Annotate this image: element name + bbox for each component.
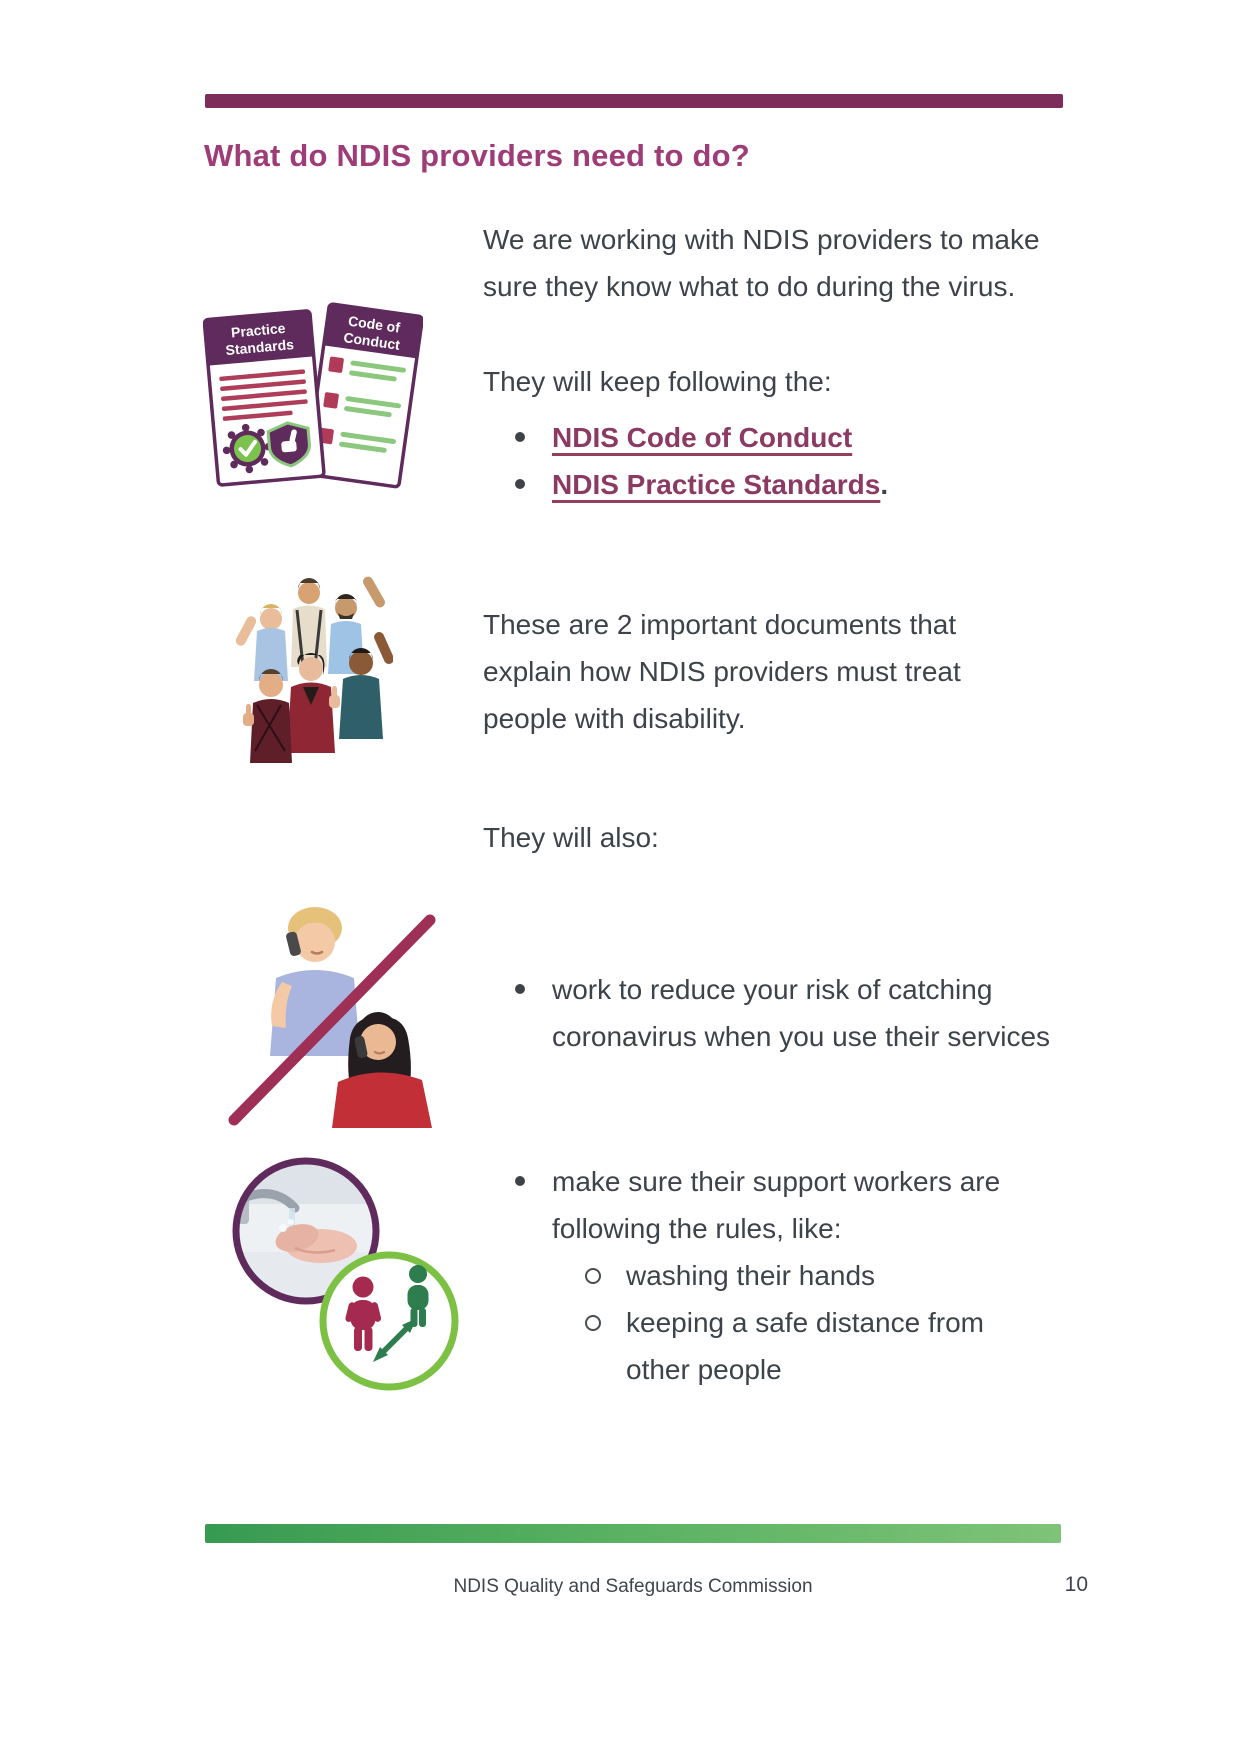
sub-bullet-washing-hands xyxy=(585,1252,1115,1299)
sub-bullet-circle xyxy=(585,1268,601,1284)
practice-standards-link[interactable]: NDIS Practice Standards xyxy=(552,469,881,500)
bullet-dot xyxy=(515,1176,525,1186)
sub-bullet-safe-distance xyxy=(585,1299,1115,1393)
bottom-divider-bar xyxy=(205,1524,1061,1543)
text-line: following the rules, like: xyxy=(552,1213,842,1244)
page-number: 10 xyxy=(1064,1573,1088,1596)
keep-following-text: They will keep following the: xyxy=(483,366,832,397)
code-of-conduct-link[interactable]: NDIS Code of Conduct xyxy=(552,422,853,453)
text-line: We are working with NDIS providers to make xyxy=(483,224,1040,255)
top-divider-bar xyxy=(205,94,1063,108)
svg-text:Conduct: Conduct xyxy=(342,329,401,353)
code-of-conduct-label: Code of xyxy=(347,312,402,336)
svg-text:Standards: Standards xyxy=(224,336,295,359)
safe-distance-icon xyxy=(323,1255,455,1387)
text-line: make sure their support workers are xyxy=(552,1166,1001,1197)
page-title: What do NDIS providers need to do? xyxy=(204,138,750,173)
link-suffix: . xyxy=(880,469,889,500)
text-line: keeping a safe distance from xyxy=(626,1307,984,1338)
text-line: work to reduce your risk of catching xyxy=(552,974,993,1005)
bullet-dot xyxy=(515,479,525,489)
bullet-dot xyxy=(515,984,525,994)
text-line: sure they know what to do during the virus. xyxy=(483,271,1016,302)
list-item xyxy=(515,414,888,461)
sub-bullet-circle xyxy=(585,1315,601,1331)
text-line: explain how NDIS providers must treat xyxy=(483,656,961,687)
bullet-support-workers xyxy=(515,1158,1115,1393)
text-line: These are 2 important documents that xyxy=(483,609,957,640)
intro-paragraph xyxy=(483,216,1043,310)
documents-illustration xyxy=(203,301,423,505)
phone-call-illustration xyxy=(222,890,442,1128)
bullet-work-reduce-risk xyxy=(515,966,1075,1060)
practice-standards-document xyxy=(204,311,324,486)
text-line: people with disability. xyxy=(483,703,746,734)
footer-text: NDIS Quality and Safeguards Commission xyxy=(453,1576,813,1597)
practice-standards-label: Practice xyxy=(230,319,287,341)
text-line: coronavirus when you use their services xyxy=(552,1021,1051,1052)
document-links-list xyxy=(515,414,888,508)
they-will-also-text: They will also: xyxy=(483,822,659,853)
bullet-dot xyxy=(515,432,525,442)
group-photo-illustration xyxy=(233,553,393,763)
text-line: other people xyxy=(626,1354,782,1385)
text-line: washing their hands xyxy=(626,1260,876,1291)
hygiene-illustration xyxy=(225,1152,463,1398)
list-item xyxy=(515,461,888,508)
documents-paragraph xyxy=(483,601,1043,742)
